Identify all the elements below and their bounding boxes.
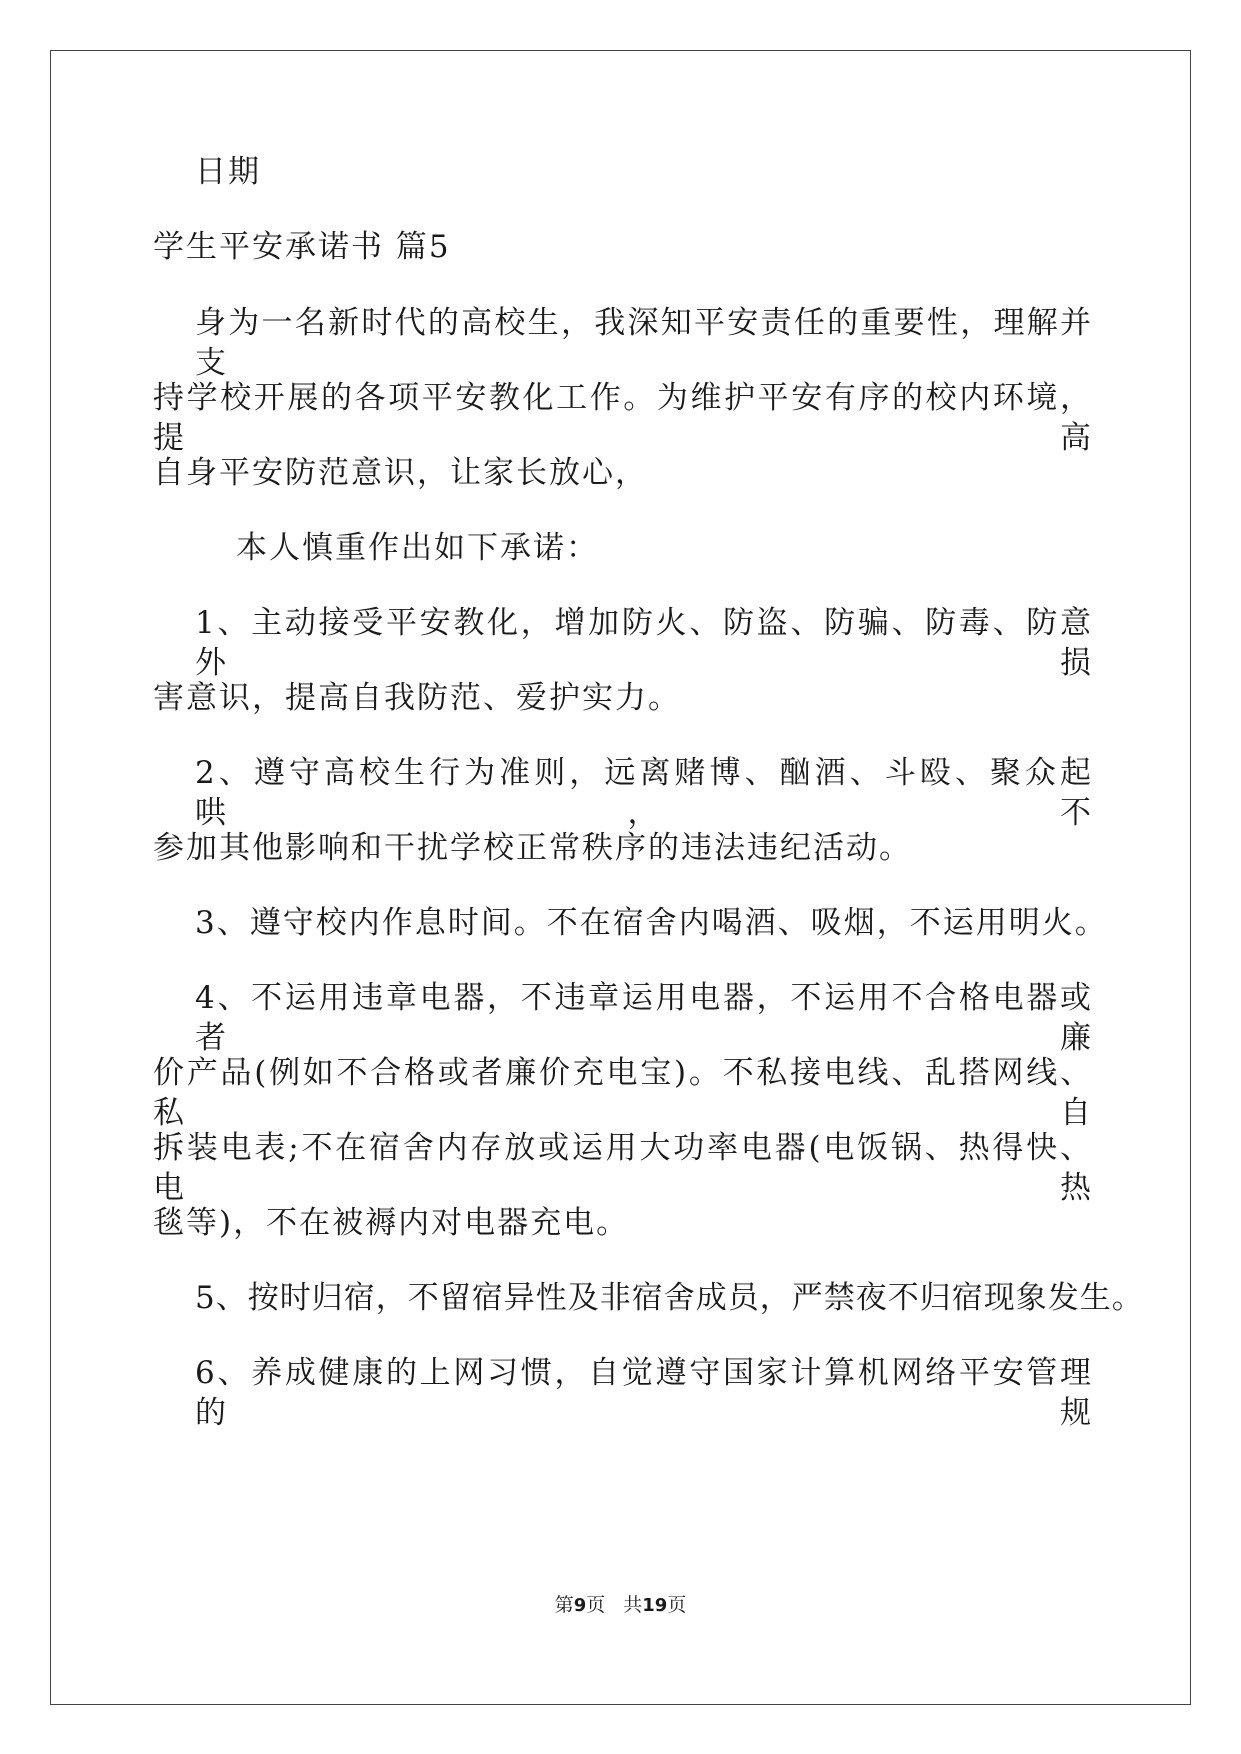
paragraph-line: 害意识，提高自我防范、爱护实力。 [153, 680, 681, 716]
footer-page-suffix: 页 [586, 1594, 606, 1616]
paragraph-line: 毯等)，不在被褥内对电器充电。 [153, 1205, 630, 1241]
page-number: 9 [573, 1595, 587, 1616]
pledge-item-6: 6、养成健康的上网习惯，自觉遵守国家计算机网络平安管理的规 [195, 1355, 1093, 1431]
footer-total-suffix: 页 [667, 1594, 687, 1616]
pledge-item-5: 5、按时归宿，不留宿异性及非宿舍成员，严禁夜不归宿现象发生。 [195, 1280, 1144, 1316]
paragraph-line: 参加其他影响和干扰学校正常秩序的违法违纪活动。 [153, 830, 912, 866]
date-label: 日期 [195, 154, 261, 190]
paragraph-line: 身为一名新时代的高校生，我深知平安责任的重要性，理解并支 [195, 305, 1093, 381]
footer-total-prefix: 共 [623, 1594, 643, 1616]
paragraph-line: 持学校开展的各项平安教化工作。为维护平安有序的校内环境，提高 [153, 380, 1093, 456]
section-heading: 学生平安承诺书 篇5 [153, 229, 451, 265]
pledge-intro: 本人慎重作出如下承诺： [236, 530, 599, 566]
paragraph-line: 价产品(例如不合格或者廉价充电宝)。不私接电线、乱搭网线、私自 [153, 1055, 1093, 1131]
total-pages: 19 [642, 1595, 668, 1616]
pledge-item-2: 2、遵守高校生行为准则，远离赌博、酗酒、斗殴、聚众起哄，不 [195, 755, 1093, 831]
pledge-item-4: 4、不运用违章电器，不违章运用电器，不运用不合格电器或者廉 [195, 980, 1093, 1056]
page-footer [0, 1593, 1241, 1618]
paragraph-line: 自身平安防范意识，让家长放心， [153, 455, 648, 491]
page-border [50, 50, 1191, 1705]
footer-prefix: 第 [554, 1594, 574, 1616]
paragraph-line: 拆装电表;不在宿舍内存放或运用大功率电器(电饭锅、热得快、电热 [153, 1130, 1093, 1206]
pledge-item-1: 1、主动接受平安教化，增加防火、防盗、防骗、防毒、防意外损 [195, 605, 1093, 681]
pledge-item-3: 3、遵守校内作息时间。不在宿舍内喝酒、吸烟，不运用明火。 [195, 905, 1108, 941]
